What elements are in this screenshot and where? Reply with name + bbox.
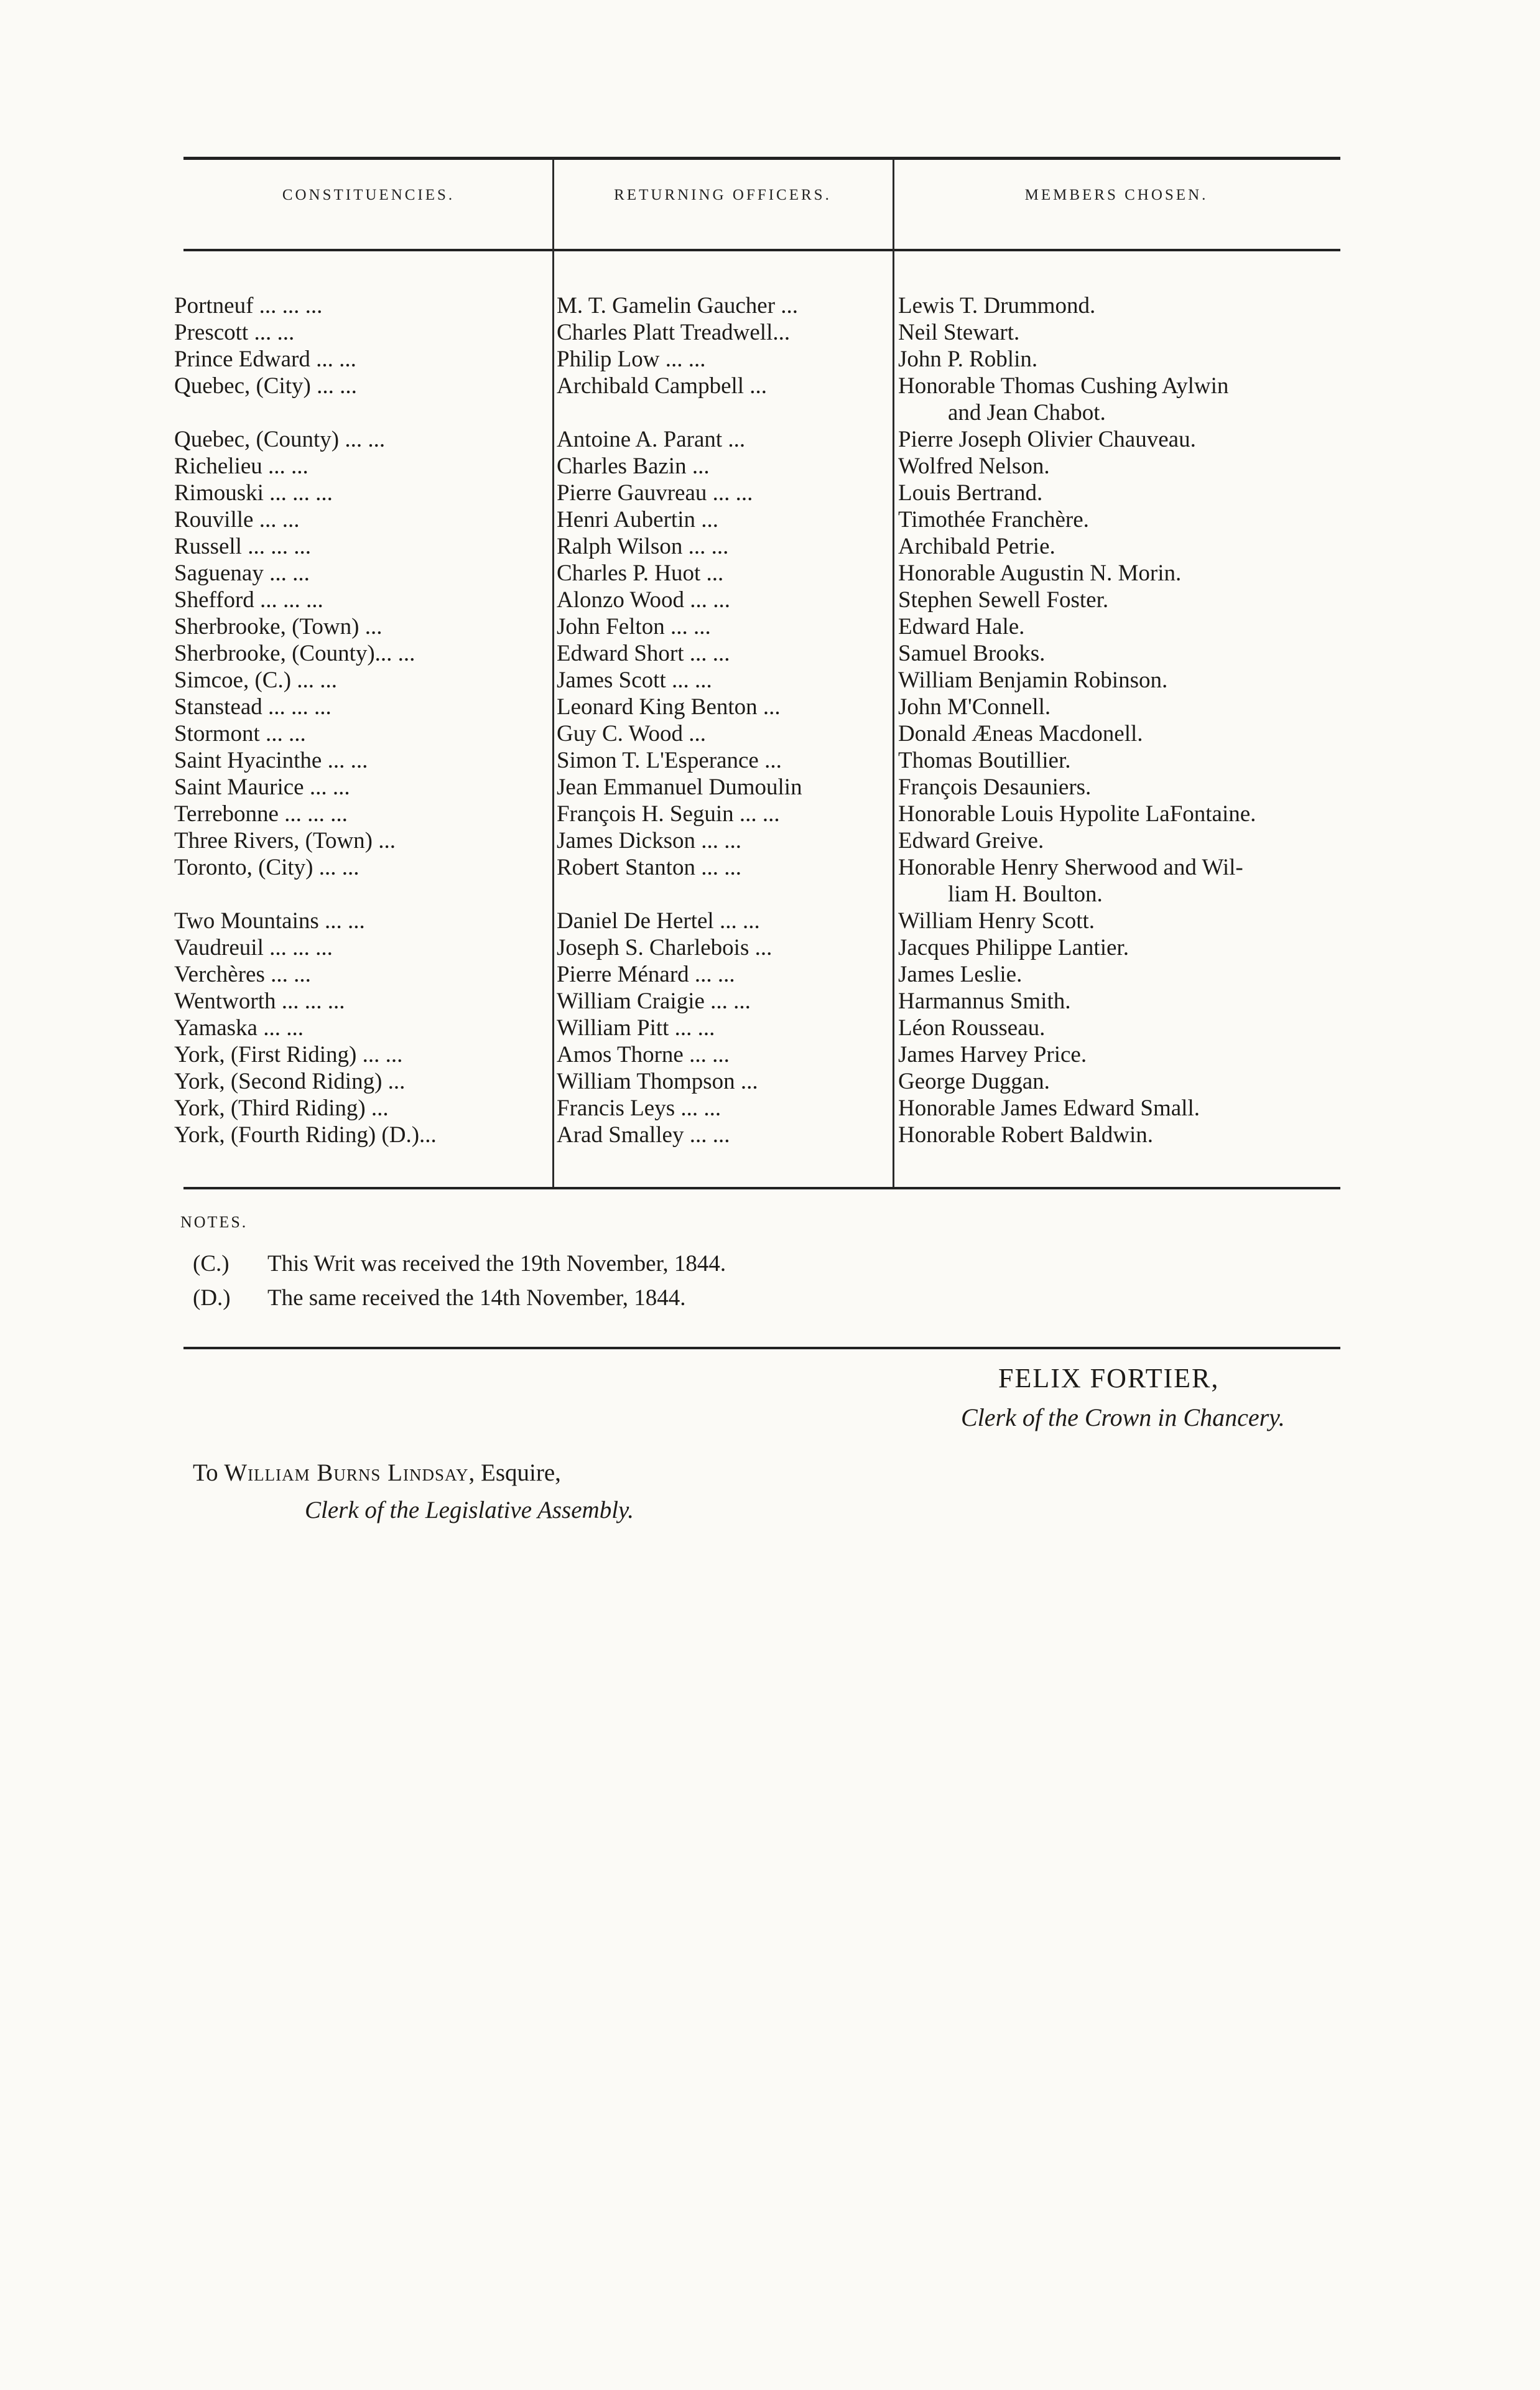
member-chosen-cell <box>898 961 1337 988</box>
member-name: Samuel Brooks. <box>898 641 1046 666</box>
member-chosen-cell <box>898 694 1337 720</box>
member-name: Edward Hale. <box>898 614 1025 639</box>
member-name: Honorable James Edward Small. <box>898 1095 1200 1121</box>
member-name: James Harvey Price. <box>898 1042 1087 1067</box>
table-row <box>0 587 1540 613</box>
member-name: Timothée Franchère. <box>898 507 1089 532</box>
constituency-cell: Yamaska ... ... <box>174 1015 304 1041</box>
member-chosen-cell <box>898 774 1337 801</box>
member-chosen-cell <box>898 988 1337 1015</box>
table-row <box>0 1068 1540 1095</box>
note-text: This Writ was received the 19th November, 1844. <box>267 1251 726 1276</box>
table-row <box>0 319 1540 346</box>
returning-officer-cell: Francis Leys ... ... <box>557 1095 721 1121</box>
table-row <box>0 1122 1540 1148</box>
returning-officer-cell: Guy C. Wood ... <box>557 721 706 746</box>
member-name: Lewis T. Drummond. <box>898 293 1096 319</box>
returning-officer-cell: Philip Low ... ... <box>557 346 706 372</box>
constituency-cell: Stanstead ... ... ... <box>174 694 332 720</box>
table-row <box>0 667 1540 694</box>
returning-officer-cell: Joseph S. Charlebois ... <box>557 935 772 960</box>
member-chosen-cell <box>898 1041 1337 1068</box>
note-mark: (C.) <box>193 1251 230 1276</box>
table-row <box>0 480 1540 506</box>
member-chosen-cell <box>898 560 1337 587</box>
constituency-cell: York, (First Riding) ... ... <box>174 1042 403 1067</box>
table-row <box>0 506 1540 533</box>
returning-officer-cell: Charles Platt Treadwell... <box>557 320 791 345</box>
column-header-returning-officers: RETURNING OFFICERS. <box>614 187 832 203</box>
column-header-members-chosen: MEMBERS CHOSEN. <box>1024 187 1208 203</box>
constituency-cell: Prescott ... ... <box>174 320 295 345</box>
notes-bottom-rule <box>183 1347 1340 1349</box>
constituency-cell: Shefford ... ... ... <box>174 587 323 613</box>
member-chosen-cell <box>898 613 1337 640</box>
member-name-continued: and Jean Chabot. <box>948 400 1106 425</box>
returning-officer-cell: François H. Seguin ... ... <box>557 801 780 827</box>
returning-officer-cell: Pierre Gauvreau ... ... <box>557 480 753 506</box>
member-chosen-cell <box>898 801 1337 827</box>
member-name: John P. Roblin. <box>898 346 1038 372</box>
returning-officer-cell: Arad Smalley ... ... <box>557 1122 730 1148</box>
constituency-cell: Richelieu ... ... <box>174 453 308 479</box>
returning-officer-cell: Leonard King Benton ... <box>557 694 781 720</box>
returning-officer-cell: Pierre Ménard ... ... <box>557 962 735 987</box>
returning-officer-cell: Edward Short ... ... <box>557 641 730 666</box>
signatory-title: Clerk of the Crown in Chancery. <box>961 1403 1285 1431</box>
column-header-constituencies: CONSTITUENCIES. <box>282 187 455 203</box>
constituency-cell: Quebec, (County) ... ... <box>174 427 386 452</box>
returning-officer-cell: Henri Aubertin ... <box>557 507 718 532</box>
signatory-name: FELIX FORTIER, <box>998 1363 1220 1393</box>
member-chosen-cell <box>898 720 1337 747</box>
table-row <box>0 640 1540 667</box>
member-name: Pierre Joseph Olivier Chauveau. <box>898 427 1196 452</box>
addressee-title: Clerk of the Legislative Assembly. <box>305 1497 634 1523</box>
member-chosen-cell <box>898 934 1337 961</box>
member-chosen-cell <box>898 1095 1337 1122</box>
member-name: Thomas Boutillier. <box>898 748 1071 773</box>
returning-officer-cell: James Dickson ... ... <box>557 828 741 853</box>
returning-officer-cell: Ralph Wilson ... ... <box>557 534 729 559</box>
election-returns-table <box>0 292 1540 1148</box>
member-name: William Henry Scott. <box>898 908 1095 934</box>
member-name-continued: liam H. Boulton. <box>948 881 1103 907</box>
table-row <box>0 908 1540 934</box>
table-row <box>0 694 1540 720</box>
member-name: Honorable Robert Baldwin. <box>898 1122 1153 1148</box>
table-row <box>0 426 1540 453</box>
table-row <box>0 613 1540 640</box>
constituency-cell: Stormont ... ... <box>174 721 306 746</box>
constituency-cell: Rouville ... ... <box>174 507 300 532</box>
returning-officer-cell: Antoine A. Parant ... <box>557 427 746 452</box>
member-name: Stephen Sewell Foster. <box>898 587 1109 613</box>
member-name: Edward Greive. <box>898 828 1044 853</box>
member-chosen-cell <box>898 667 1337 694</box>
member-name: Honorable Augustin N. Morin. <box>898 560 1182 586</box>
table-row <box>0 988 1540 1015</box>
constituency-cell: Saint Hyacinthe ... ... <box>174 748 368 773</box>
note-item <box>193 1285 686 1311</box>
member-name: Honorable Louis Hypolite LaFontaine. <box>898 801 1256 827</box>
member-name: George Duggan. <box>898 1069 1050 1094</box>
constituency-cell: Toronto, (City) ... ... <box>174 855 359 880</box>
table-row <box>0 1041 1540 1068</box>
table-row <box>0 934 1540 961</box>
member-chosen-cell <box>898 1015 1337 1041</box>
returning-officer-cell: James Scott ... ... <box>557 667 712 693</box>
constituency-cell: Quebec, (City) ... ... <box>174 373 357 399</box>
member-name: John M'Connell. <box>898 694 1051 720</box>
returning-officer-cell: John Felton ... ... <box>557 614 711 639</box>
constituency-cell: Russell ... ... ... <box>174 534 311 559</box>
member-name: Léon Rousseau. <box>898 1015 1046 1041</box>
constituency-cell: Sherbrooke, (County)... ... <box>174 641 415 666</box>
returning-officer-cell: Charles Bazin ... <box>557 453 710 479</box>
table-row <box>0 373 1540 426</box>
member-chosen-cell <box>898 747 1337 774</box>
constituency-cell: York, (Second Riding) ... <box>174 1069 406 1094</box>
table-row <box>0 1095 1540 1122</box>
constituency-cell: Vaudreuil ... ... ... <box>174 935 333 960</box>
member-chosen-cell <box>898 292 1337 319</box>
returning-officer-cell: William Pitt ... ... <box>557 1015 715 1041</box>
member-name: Archibald Petrie. <box>898 534 1055 559</box>
returning-officer-cell: Robert Stanton ... ... <box>557 855 742 880</box>
member-name: François Desauniers. <box>898 774 1092 800</box>
returning-officer-cell: Simon T. L'Esperance ... <box>557 748 782 773</box>
member-name: Donald Æneas Macdonell. <box>898 721 1143 746</box>
member-name: Neil Stewart. <box>898 320 1020 345</box>
note-mark: (D.) <box>193 1285 231 1311</box>
constituency-cell: Three Rivers, (Town) ... <box>174 828 396 853</box>
table-bottom-rule <box>183 1187 1340 1189</box>
member-chosen-cell <box>898 533 1337 560</box>
member-chosen-cell <box>898 373 1337 426</box>
table-row <box>0 533 1540 560</box>
member-chosen-cell <box>898 1068 1337 1095</box>
returning-officer-cell: William Thompson ... <box>557 1069 758 1094</box>
constituency-cell: Rimouski ... ... ... <box>174 480 333 506</box>
member-name: Wolfred Nelson. <box>898 453 1050 479</box>
constituency-cell: Saguenay ... ... <box>174 560 310 586</box>
table-row <box>0 720 1540 747</box>
member-chosen-cell <box>898 1122 1337 1148</box>
member-name: Jacques Philippe Lantier. <box>898 935 1129 960</box>
returning-officer-cell: Daniel De Hertel ... ... <box>557 908 760 934</box>
member-name: Honorable Henry Sherwood and Wil- <box>898 855 1243 880</box>
constituency-cell: Sherbrooke, (Town) ... <box>174 614 383 639</box>
note-text: The same received the 14th November, 1844. <box>267 1285 686 1311</box>
constituency-cell: Prince Edward ... ... <box>174 346 356 372</box>
constituency-cell: Two Mountains ... ... <box>174 908 365 934</box>
constituency-cell: York, (Third Riding) ... <box>174 1095 389 1121</box>
table-row <box>0 747 1540 774</box>
returning-officer-cell: Archibald Campbell ... <box>557 373 768 399</box>
notes-title: NOTES. <box>180 1213 248 1231</box>
member-name: Harmannus Smith. <box>898 988 1071 1014</box>
constituency-cell: Terrebonne ... ... ... <box>174 801 348 827</box>
member-chosen-cell <box>898 426 1337 453</box>
member-chosen-cell <box>898 854 1337 908</box>
member-chosen-cell <box>898 640 1337 667</box>
addressee-line <box>193 1459 561 1487</box>
constituency-cell: York, (Fourth Riding) (D.)... <box>174 1122 437 1148</box>
member-name: William Benjamin Robinson. <box>898 667 1168 693</box>
table-row <box>0 961 1540 988</box>
addressee-prefix: To <box>193 1459 218 1486</box>
table-top-rule <box>183 157 1340 160</box>
table-row <box>0 1015 1540 1041</box>
member-chosen-cell <box>898 480 1337 506</box>
member-chosen-cell <box>898 587 1337 613</box>
member-chosen-cell <box>898 908 1337 934</box>
table-row <box>0 453 1540 480</box>
constituency-cell: Portneuf ... ... ... <box>174 293 323 319</box>
table-row <box>0 774 1540 801</box>
returning-officer-cell: William Craigie ... ... <box>557 988 751 1014</box>
returning-officer-cell: Amos Thorne ... ... <box>557 1042 730 1067</box>
table-header-rule <box>183 249 1340 251</box>
table-row <box>0 560 1540 587</box>
member-chosen-cell <box>898 319 1337 346</box>
member-chosen-cell <box>898 453 1337 480</box>
addressee-suffix: , Esquire, <box>468 1459 561 1486</box>
table-row <box>0 292 1540 319</box>
table-row <box>0 827 1540 854</box>
member-chosen-cell <box>898 827 1337 854</box>
member-chosen-cell <box>898 506 1337 533</box>
constituency-cell: Simcoe, (C.) ... ... <box>174 667 338 693</box>
constituency-cell: Verchères ... ... <box>174 962 311 987</box>
table-row <box>0 346 1540 373</box>
member-name: Louis Bertrand. <box>898 480 1043 506</box>
addressee-name: William Burns Lindsay <box>224 1459 469 1486</box>
member-chosen-cell <box>898 346 1337 373</box>
table-row <box>0 854 1540 908</box>
note-item <box>193 1250 726 1277</box>
table-row <box>0 801 1540 827</box>
returning-officer-cell: M. T. Gamelin Gaucher ... <box>557 293 799 319</box>
returning-officer-cell: Alonzo Wood ... ... <box>557 587 730 613</box>
member-name: Honorable Thomas Cushing Aylwin <box>898 373 1229 399</box>
constituency-cell: Saint Maurice ... ... <box>174 774 350 800</box>
returning-officer-cell: Jean Emmanuel Dumoulin <box>557 774 802 800</box>
returning-officer-cell: Charles P. Huot ... <box>557 560 724 586</box>
constituency-cell: Wentworth ... ... ... <box>174 988 345 1014</box>
member-name: James Leslie. <box>898 962 1023 987</box>
